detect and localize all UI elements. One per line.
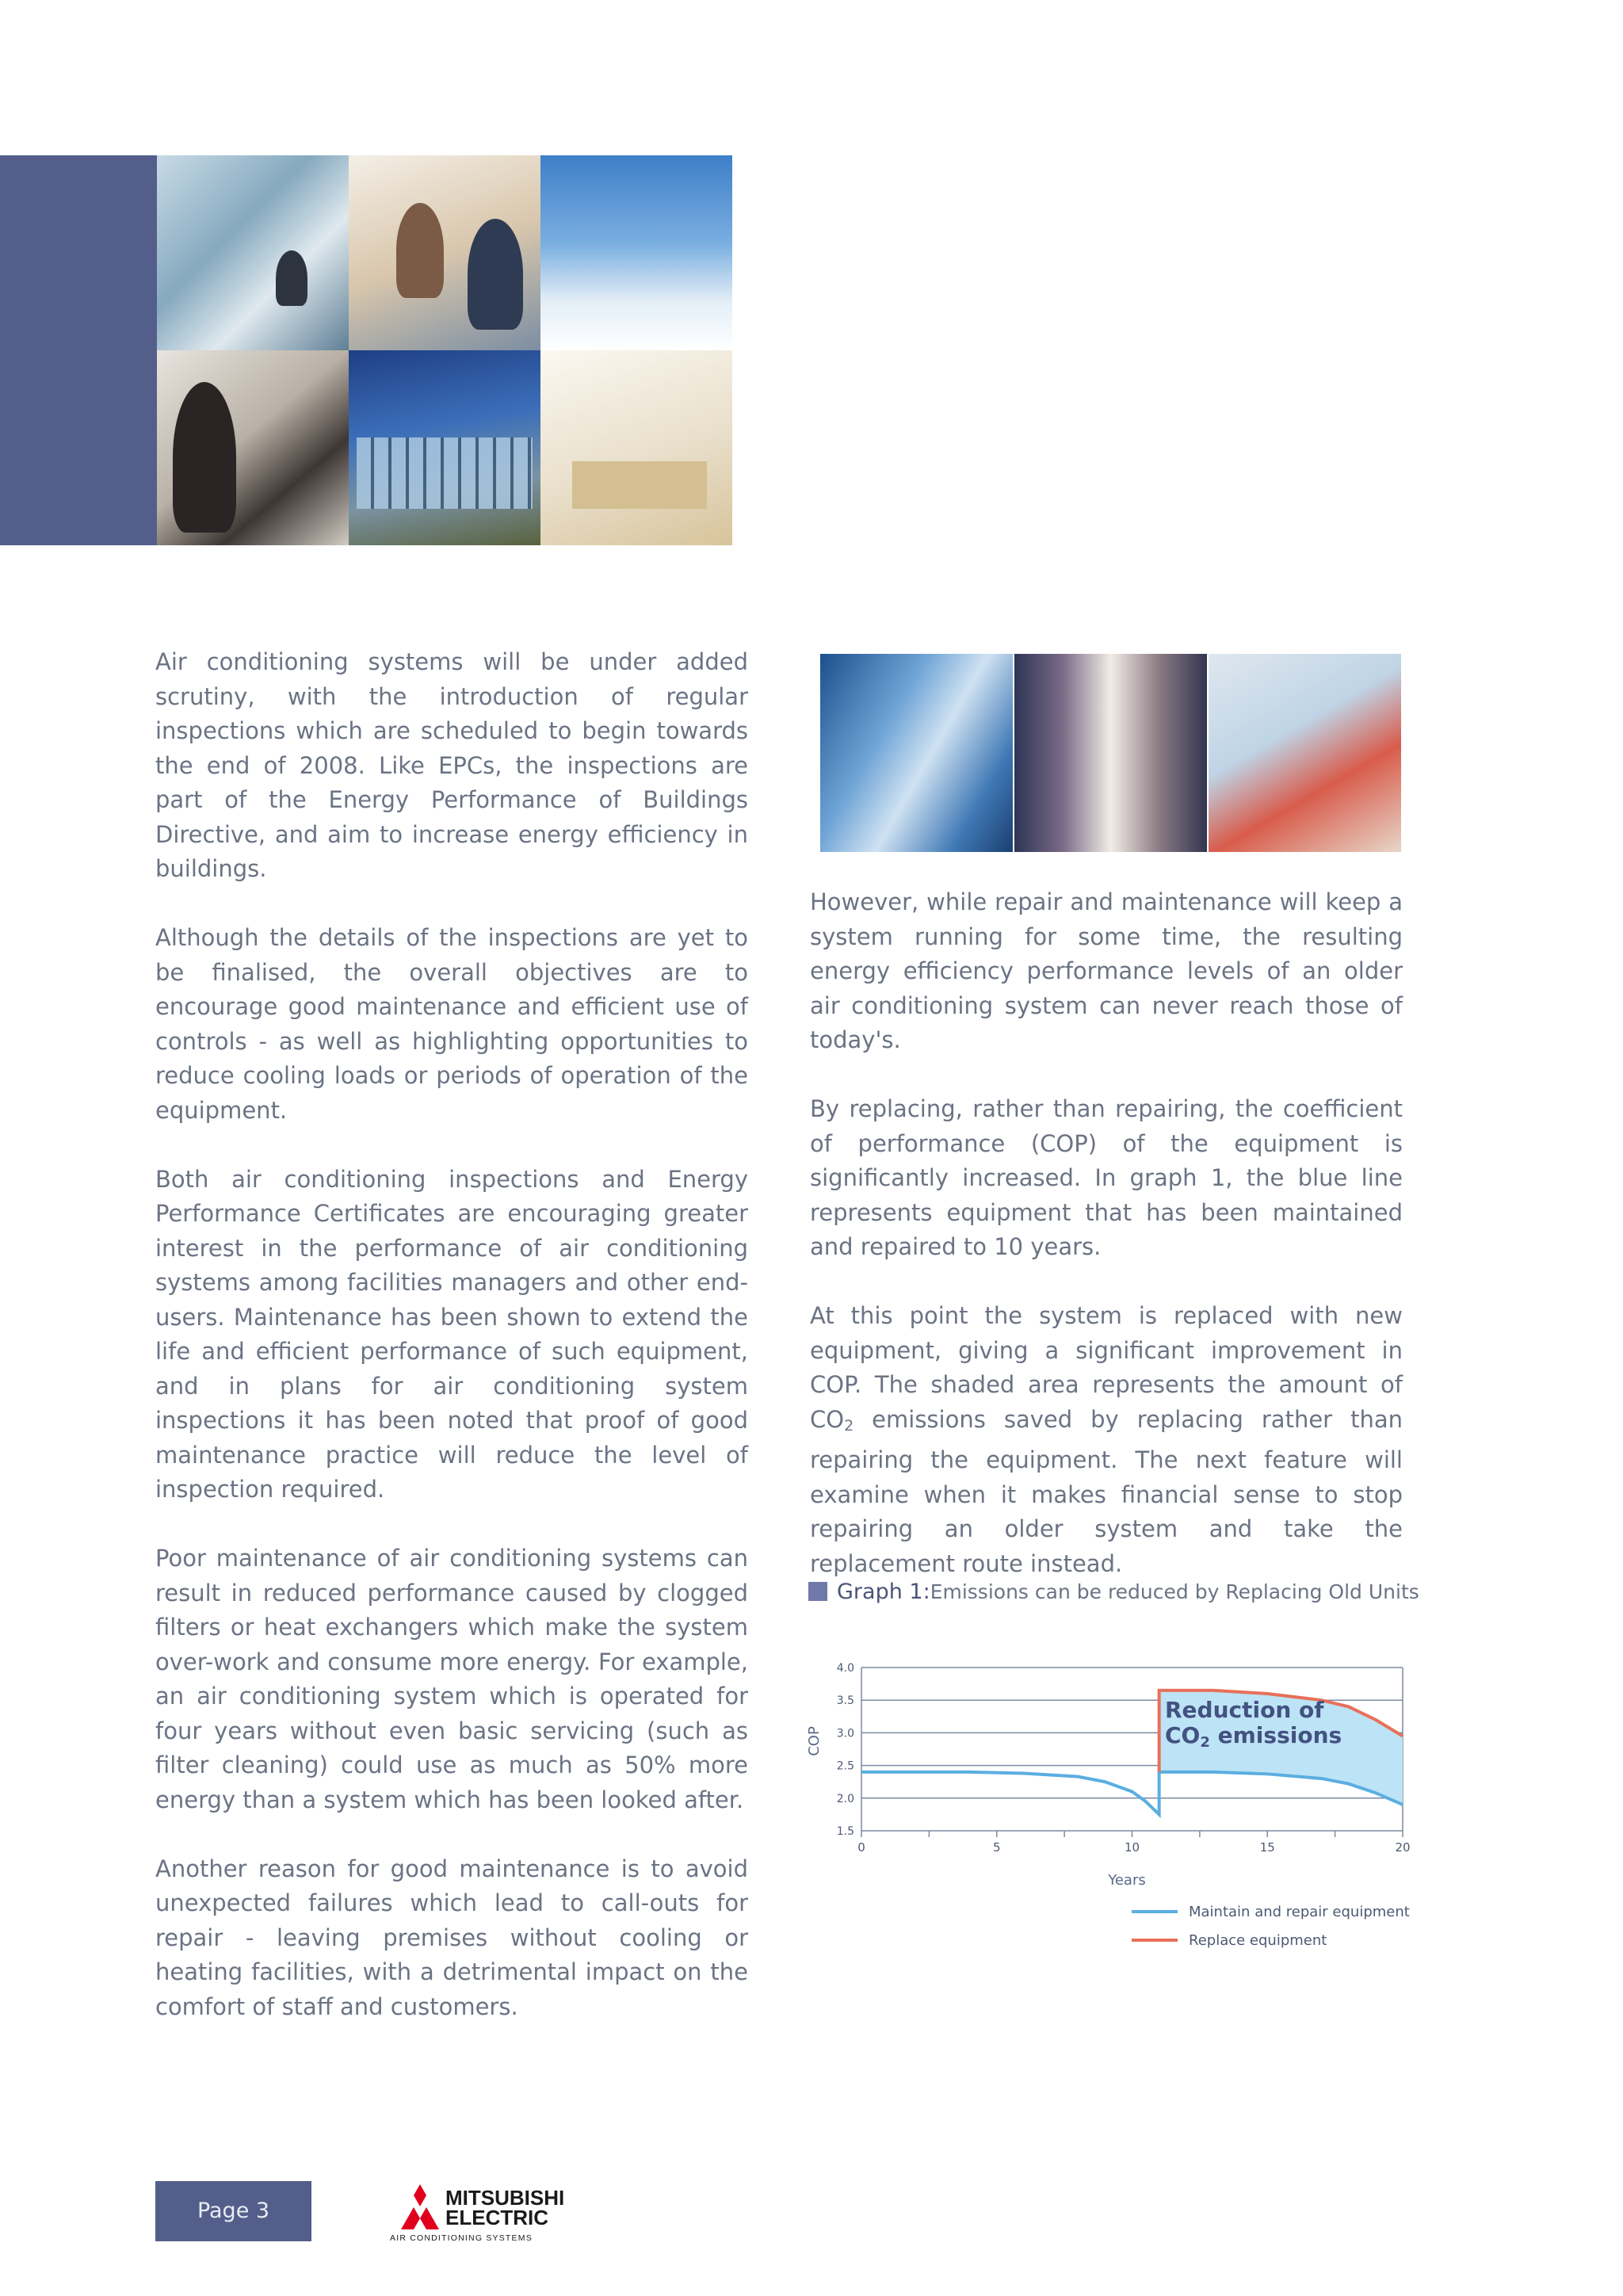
photo-strip: [820, 654, 1400, 852]
photo-office-worker: [157, 155, 349, 350]
y-tick-label: 4.0: [836, 1662, 854, 1675]
left-text-column: [155, 645, 748, 2059]
logo-text-mitsubishi: MITSUBISHI: [445, 2186, 565, 2210]
photo-mosaic: [157, 155, 732, 545]
photo-empty-room: [540, 350, 732, 545]
y-tick-label: 2.0: [836, 1792, 854, 1805]
right-text-column: [810, 885, 1403, 1616]
photo-businessman: [1014, 654, 1207, 852]
graph-caption: Emissions can be reduced by Replacing Old Units: [930, 1580, 1419, 1603]
paragraph: Another reason for good maintenance is to avoid unexpected failures which lead to call-outs for repair - leaving premises without cooling or heating facilities, with a detrimental impact on the comfort of staff and customers.: [155, 1855, 748, 2020]
photo-sky: [540, 155, 732, 350]
paragraph: Air conditioning systems will be under added scrutiny, with the introduction of regular inspections which are scheduled to begin towards the end of 2008. Like EPCs, the inspections are part of the Energy Performance of Buildings Directive, and aim to increase energy efficiency in buildings.: [155, 648, 748, 882]
three-diamonds-icon: [401, 2184, 439, 2229]
graph-marker-icon: [808, 1582, 827, 1601]
photo-children-computers: [1209, 654, 1401, 852]
series-line-maintain-repair: [861, 1772, 1403, 1815]
y-tick-label: 2.5: [836, 1759, 854, 1773]
legend-label-replace: Replace equipment: [1189, 1932, 1327, 1949]
annotation-line-1: Reduction of: [1165, 1697, 1324, 1723]
x-tick-label: 20: [1395, 1840, 1411, 1855]
logo-subtitle: AIR CONDITIONING SYSTEMS: [390, 2233, 533, 2243]
paragraph: However, while repair and maintenance will keep a system running for some time, the resulting energy efficiency performance levels of an older air conditioning system can never reach those of today's.: [810, 888, 1403, 1053]
graph-label: Graph 1:: [837, 1580, 930, 1604]
x-tick-label: 0: [857, 1840, 865, 1855]
logo-text-electric: ELECTRIC: [445, 2206, 548, 2229]
paragraph: Both air conditioning inspections and Energy Performance Certificates are encouraging greater interest in the performance of air conditioning systems among facilities managers and other end-users. Maintenance has been shown to extend the life and efficient performance of such equipment, and in plans for air conditioning system inspections it has been noted that proof of good maintenance practice will reduce the level of inspection required.: [155, 1165, 748, 1503]
photo-woman-with-phone: [157, 350, 349, 545]
paragraph: At this point the system is replaced with new equipment, giving a significant improvement in COP. The shaded area represents the amount of $CO_2$ emissions saved by replacing rather than repairing the equipment. The next feature will examine when it makes financial sense to stop repairing an older system and take the replacement route instead.: [810, 1302, 1403, 1577]
photo-meeting: [349, 155, 540, 350]
y-tick-label: 3.0: [836, 1727, 854, 1740]
x-axis-label: Years: [1108, 1872, 1146, 1889]
paragraph: By replacing, rather than repairing, the coefficient of performance (COP) of the equipment is significantly increased. In graph 1, the blue line represents equipment that has been maintained and repaired to 10 years.: [810, 1095, 1403, 1260]
x-tick-labels: [857, 1840, 1410, 1855]
x-tick-label: 15: [1259, 1840, 1275, 1855]
y-axis-label: COP: [806, 1726, 823, 1756]
cop-chart: [800, 1633, 1419, 1973]
y-tick-labels: [837, 1662, 854, 1838]
paragraph: Poor maintenance of air conditioning systems can result in reduced performance caused by clogged filters or heat exchangers which make the system over-work and consume more energy. For example, an air conditioning system which is operated for four years without even basic servicing (such as filter cleaning) could use as much as 50% more energy than a system which has been looked after.: [155, 1545, 748, 1813]
y-tick-label: 1.5: [836, 1825, 854, 1838]
x-tick-label: 5: [992, 1840, 1001, 1855]
side-color-band: [0, 155, 157, 545]
annotation-line-2: CO2 emissions: [1165, 1722, 1342, 1751]
x-tick-label: 10: [1124, 1840, 1140, 1855]
legend-label-maintain: Maintain and repair equipment: [1189, 1904, 1410, 1920]
page-number-box: Page 3: [155, 2181, 311, 2241]
photo-glass-facade: [820, 654, 1013, 852]
paragraph: Although the details of the inspections are yet to be finalised, the overall objectives are to encourage good maintenance and efficient use of controls - as well as highlighting opportunities to reduce cooling loads or periods of operation of the equipment.: [155, 924, 748, 1124]
mitsubishi-electric-logo: [388, 2181, 579, 2244]
photo-building: [349, 350, 540, 545]
graph-title: [808, 1580, 1419, 1604]
y-tick-label: 3.5: [836, 1694, 854, 1708]
